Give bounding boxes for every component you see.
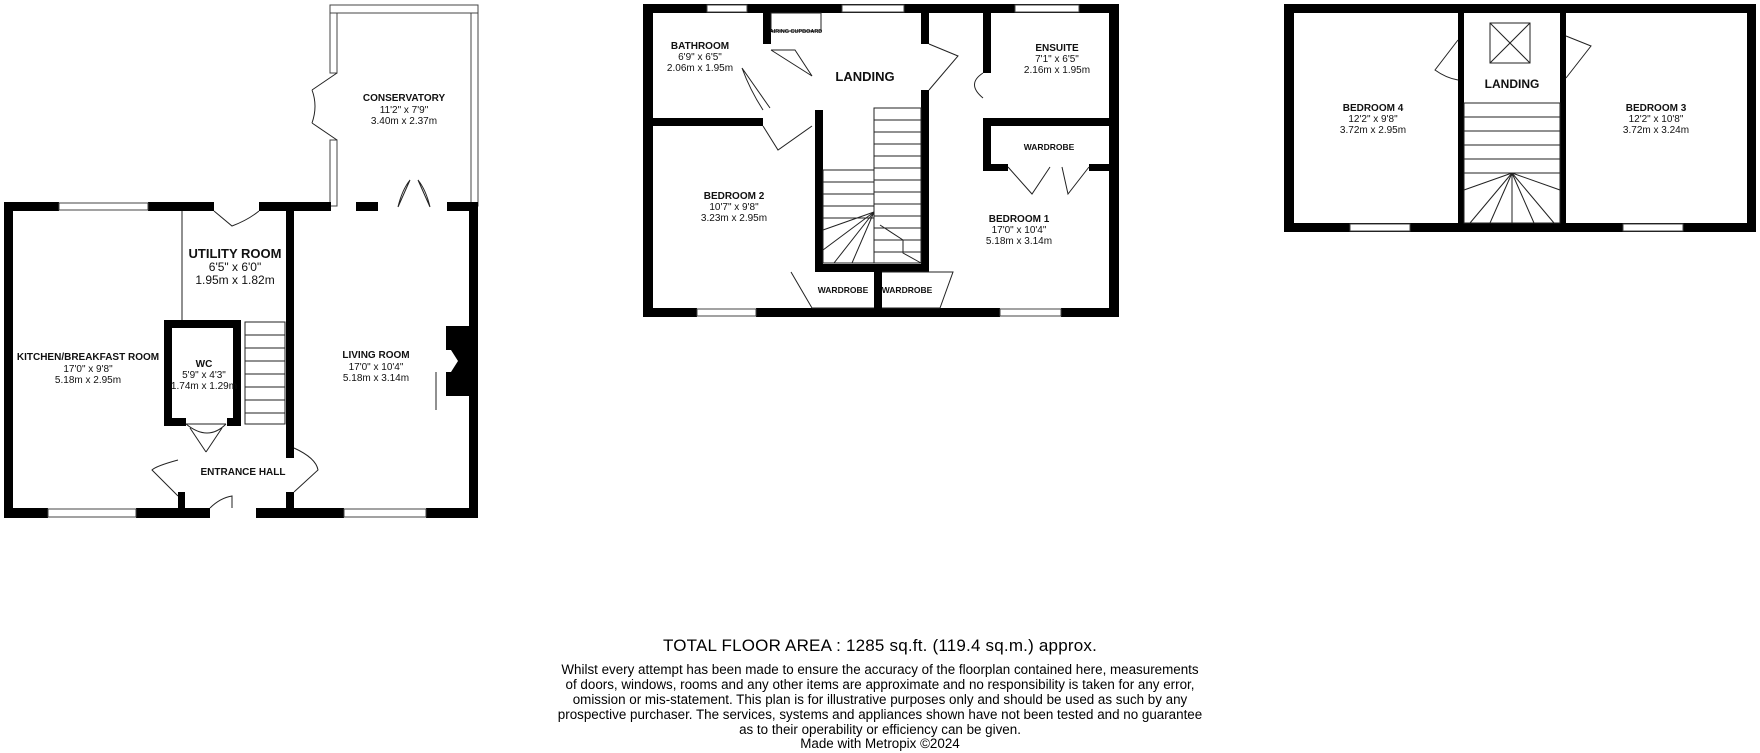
first-floor-plan xyxy=(643,4,1119,317)
wardrobe-b-label: WARDROBE xyxy=(881,285,933,295)
disclaimer-line: omission or mis-statement. This plan is for illustrative purposes only and should be used as such by any xyxy=(572,692,1188,707)
utility-imperial: 6'5" x 6'0" xyxy=(208,260,262,274)
utility-door xyxy=(214,211,259,226)
bedroom3-metric: 3.72m x 3.24m xyxy=(1622,125,1690,136)
second-floor-plan xyxy=(1284,4,1756,232)
airing-cupboard-label: AIRING CUPBOARD xyxy=(769,29,823,35)
roof-window xyxy=(1490,23,1530,63)
disclaimer-line: of doors, windows, rooms and any other items are approximate and no responsibility is taken for any error, xyxy=(565,677,1195,692)
wardrobe-doors-b1 xyxy=(1008,167,1089,194)
kitchen-name: KITCHEN/BREAKFAST ROOM xyxy=(16,352,160,363)
bedroom4-metric: 3.72m x 2.95m xyxy=(1339,125,1407,136)
living-metric: 5.18m x 3.14m xyxy=(342,373,410,384)
bedroom1-metric: 5.18m x 3.14m xyxy=(985,236,1053,247)
bathroom-imperial: 6'9" x 6'5" xyxy=(678,52,722,63)
ensuite-name: ENSUITE xyxy=(1035,43,1079,54)
bathroom-name: BATHROOM xyxy=(670,41,730,52)
ensuite-imperial: 7'1" x 6'5" xyxy=(1035,54,1079,65)
ensuite-door xyxy=(975,73,984,98)
hall-name: ENTRANCE HALL xyxy=(200,467,286,478)
bedroom4-name: BEDROOM 4 xyxy=(1342,103,1404,114)
first-stairs xyxy=(823,108,921,263)
utility-name: UTILITY ROOM xyxy=(188,246,282,261)
wc-imperial: 5'9" x 4'3" xyxy=(182,370,226,381)
front-door xyxy=(210,496,232,508)
hall-kitchen-door xyxy=(152,460,178,496)
landing2-name: LANDING xyxy=(1484,77,1540,91)
utility-metric: 1.95m x 1.82m xyxy=(195,273,275,287)
bedroom2-door xyxy=(763,126,812,150)
bedroom3-imperial: 12'2" x 10'8" xyxy=(1628,114,1684,125)
second-stairs xyxy=(1464,103,1560,223)
total-floor-area: TOTAL FLOOR AREA : 1285 sq.ft. (119.4 sq.m.) approx. xyxy=(662,636,1097,655)
wc-metric: 1.74m x 1.29m xyxy=(170,381,238,392)
living-name: LIVING ROOM xyxy=(342,350,410,361)
living-imperial: 17'0" x 10'4" xyxy=(348,362,404,373)
kitchen-imperial: 17'0" x 9'8" xyxy=(63,364,113,375)
conservatory-metric: 3.40m x 2.37m xyxy=(370,116,438,127)
bedroom2-imperial: 10'7" x 9'8" xyxy=(709,202,759,213)
disclaimer-line: Whilst every attempt has been made to ensure the accuracy of the floorplan contained here, measurements xyxy=(561,662,1199,677)
bathroom-metric: 2.06m x 1.95m xyxy=(666,63,734,74)
wardrobe-a-label: WARDROBE xyxy=(817,285,869,295)
bedroom3-door xyxy=(1566,36,1591,78)
bathroom-door xyxy=(742,68,770,110)
airing-cupboard-door xyxy=(771,50,812,76)
landing-door xyxy=(929,44,958,90)
bedroom3-name: BEDROOM 3 xyxy=(1625,103,1687,114)
bedroom1-imperial: 17'0" x 10'4" xyxy=(991,225,1047,236)
wardrobe-b1-label: WARDROBE xyxy=(1023,142,1075,152)
bedroom1-name: BEDROOM 1 xyxy=(988,214,1050,225)
conservatory-name: CONSERVATORY xyxy=(362,93,446,104)
conservatory-rear-door xyxy=(398,180,430,207)
bedroom4-imperial: 12'2" x 9'8" xyxy=(1348,114,1398,125)
disclaimer-line: prospective purchaser. The services, systems and appliances shown have not been tested and no guarantee xyxy=(557,707,1203,722)
metropix-credit: Made with Metropix ©2024 xyxy=(800,736,960,751)
disclaimer xyxy=(520,662,1240,737)
wc-name: WC xyxy=(195,359,213,370)
kitchen-metric: 5.18m x 2.95m xyxy=(54,375,122,386)
ground-stairs xyxy=(245,322,285,424)
ground-floor-plan xyxy=(4,5,478,518)
ensuite-metric: 2.16m x 1.95m xyxy=(1023,65,1091,76)
hall-living-door xyxy=(294,448,318,492)
wc-door xyxy=(186,424,226,452)
conservatory-side-door xyxy=(312,73,337,140)
landing-name: LANDING xyxy=(835,69,895,84)
bedroom2-name: BEDROOM 2 xyxy=(703,191,765,202)
disclaimer-line: as to their operability or efficiency can be given. xyxy=(739,722,1021,737)
bedroom4-door xyxy=(1435,40,1458,80)
bedroom2-metric: 3.23m x 2.95m xyxy=(700,213,768,224)
conservatory-imperial: 11'2" x 7'9" xyxy=(379,105,429,116)
